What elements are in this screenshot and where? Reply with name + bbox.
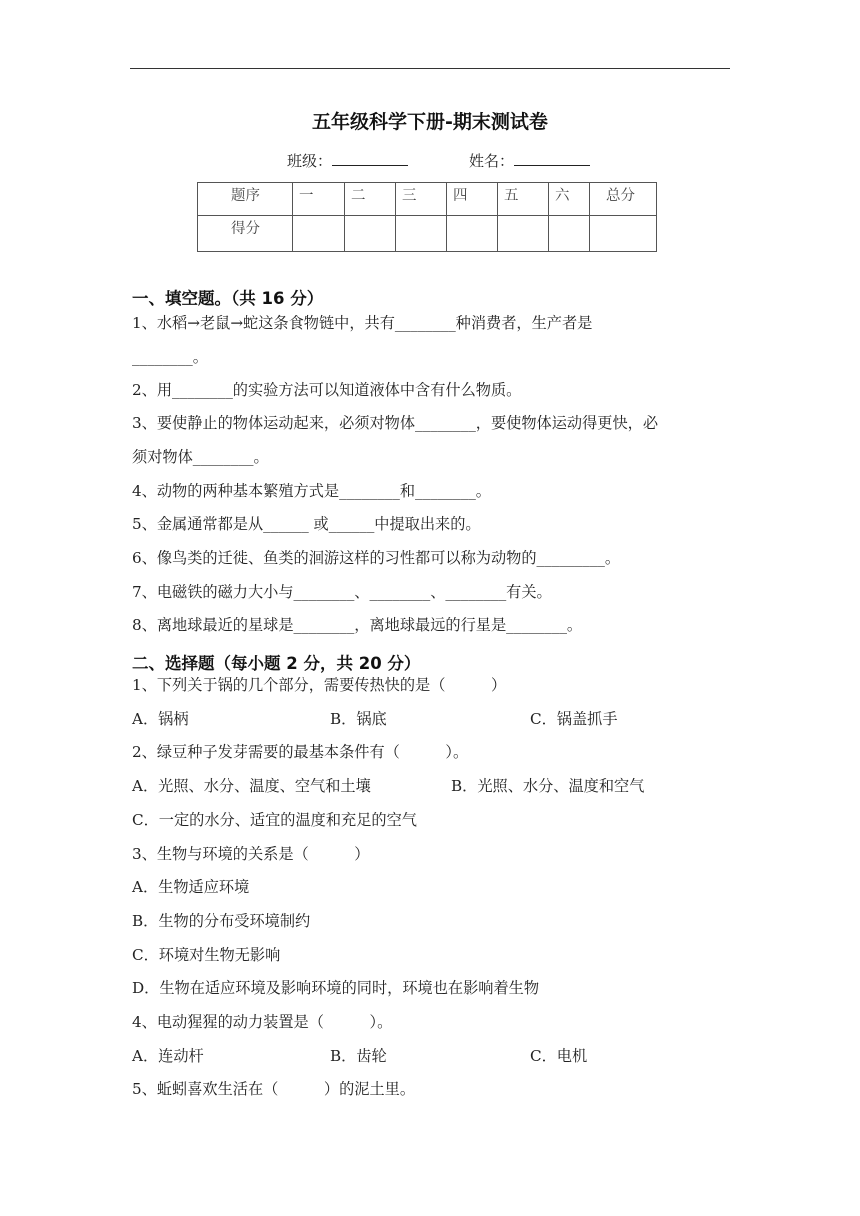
score-cell[interactable] bbox=[396, 216, 447, 252]
fill-question-line: 1、水稻→老鼠→蛇这条食物链中，共有________种消费者，生产者是 bbox=[132, 314, 593, 332]
fill-question-line: 4、动物的两种基本繁殖方式是________和________。 bbox=[132, 482, 491, 500]
choice-option[interactable]: A．连动杆 bbox=[132, 1047, 204, 1065]
header-rule bbox=[130, 68, 730, 69]
name-blank[interactable] bbox=[514, 150, 590, 166]
section2-heading: 二、选择题（每小题 2 分，共 20 分） bbox=[132, 654, 421, 673]
fill-question-line: ________。 bbox=[132, 348, 208, 366]
class-field bbox=[287, 150, 408, 171]
score-header-cell: 题序 bbox=[198, 183, 293, 216]
fill-question-line: 须对物体________。 bbox=[132, 448, 269, 466]
name-label: 姓名： bbox=[469, 152, 515, 170]
score-table-header-row bbox=[198, 183, 657, 216]
choice-option[interactable]: C．锅盖抓手 bbox=[530, 710, 618, 728]
choice-option[interactable]: A．生物适应环境 bbox=[132, 878, 250, 896]
fill-question-line: 3、要使静止的物体运动起来，必须对物体________，要使物体运动得更快，必 bbox=[132, 414, 659, 432]
score-header-cell: 五 bbox=[498, 183, 549, 216]
score-cell[interactable] bbox=[498, 216, 549, 252]
choice-option[interactable]: B．生物的分布受环境制约 bbox=[132, 912, 311, 930]
score-header-cell: 六 bbox=[549, 183, 590, 216]
class-blank[interactable] bbox=[332, 150, 408, 166]
score-table bbox=[197, 182, 657, 252]
fill-question-line: 6、像鸟类的迁徙、鱼类的洄游这样的习性都可以称为动物的_________。 bbox=[132, 549, 621, 567]
score-cell[interactable] bbox=[590, 216, 657, 252]
choice-option[interactable]: C．电机 bbox=[530, 1047, 588, 1065]
choice-option[interactable]: B．光照、水分、温度和空气 bbox=[451, 777, 645, 795]
class-label: 班级： bbox=[287, 152, 333, 170]
score-table-score-row bbox=[198, 216, 657, 252]
score-cell[interactable] bbox=[345, 216, 396, 252]
score-row-label: 得分 bbox=[198, 216, 293, 252]
score-header-cell: 一 bbox=[293, 183, 345, 216]
choice-question-stem: 5、蚯蚓喜欢生活在（ ）的泥土里。 bbox=[132, 1080, 416, 1098]
score-header-cell: 二 bbox=[345, 183, 396, 216]
score-cell[interactable] bbox=[293, 216, 345, 252]
section1-heading: 一、填空题。（共 16 分） bbox=[132, 289, 324, 308]
choice-option[interactable]: C．一定的水分、适宜的温度和充足的空气 bbox=[132, 811, 417, 829]
name-field bbox=[469, 150, 590, 171]
choice-option[interactable]: A．光照、水分、温度、空气和土壤 bbox=[132, 777, 371, 795]
choice-option[interactable]: A．锅柄 bbox=[132, 710, 189, 728]
score-header-cell: 总分 bbox=[590, 183, 657, 216]
choice-question-stem: 4、电动猩猩的动力装置是（ ）。 bbox=[132, 1013, 393, 1031]
choice-option[interactable]: C．环境对生物无影响 bbox=[132, 946, 281, 964]
fill-question-line: 2、用________的实验方法可以知道液体中含有什么物质。 bbox=[132, 381, 522, 399]
choice-option[interactable]: D．生物在适应环境及影响环境的同时，环境也在影响着生物 bbox=[132, 979, 540, 997]
choice-question-stem: 1、下列关于锅的几个部分，需要传热快的是（ ） bbox=[132, 676, 507, 694]
choice-question-stem: 3、生物与环境的关系是（ ） bbox=[132, 845, 370, 863]
choice-question-stem: 2、绿豆种子发芽需要的最基本条件有（ ）。 bbox=[132, 743, 469, 761]
score-header-cell: 三 bbox=[396, 183, 447, 216]
score-cell[interactable] bbox=[549, 216, 590, 252]
choice-option[interactable]: B．齿轮 bbox=[330, 1047, 387, 1065]
fill-question-line: 8、离地球最近的星球是________，离地球最远的行星是________。 bbox=[132, 616, 583, 634]
fill-question-line: 7、电磁铁的磁力大小与________、________、________有关。 bbox=[132, 583, 552, 601]
choice-option[interactable]: B．锅底 bbox=[330, 710, 387, 728]
score-cell[interactable] bbox=[447, 216, 498, 252]
score-header-cell: 四 bbox=[447, 183, 498, 216]
fill-question-line: 5、金属通常都是从______ 或______中提取出来的。 bbox=[132, 515, 481, 533]
page-title: 五年级科学下册-期末测试卷 bbox=[312, 111, 548, 133]
